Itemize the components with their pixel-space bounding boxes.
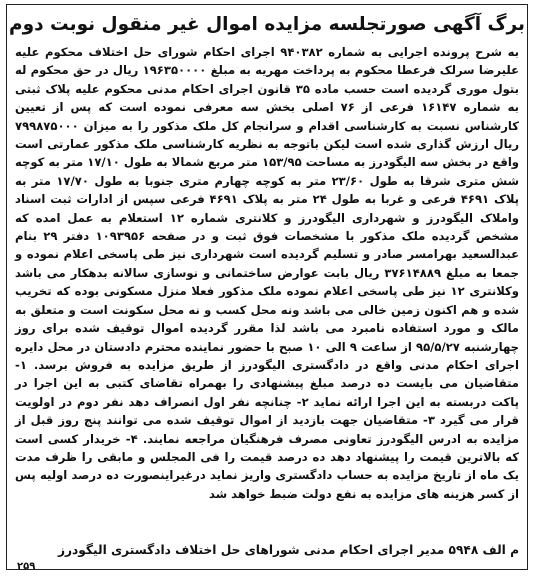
notice-title: برگ آگهی صورتجلسه مزایده اموال غیر منقول نوبت دوم [9,14,525,35]
notice-footer: م الف ۵۹۴۸ مدیر اجرای احکام مدنی شوراهای حل اختلاف دادگستری الیگودرز [58,543,519,557]
page-number: ۲۵۹ [17,561,36,572]
notice-body: به شرح پرونده اجرایی به شماره ۹۴۰۳۸۲ اجرای احکام شورای حل اختلاف محکوم علیه علیرضا سرلک فرعطا محکوم به پرداخت مهریه به مبلغ ۱۹۶۳۵۰۰۰۰ ریال در حق محکوم له بتول موری گردیده است حسب ماده ۳۵ قانون اجرای احکام مدنی محکوم علیه پلاک ثبتی به شماره ۱۶۱۴۷ فرعی از ۷۶ اصلی بخش سه معرفی نموده است که پس از تعیین کارشناس نسبت به کارشناسی اقدام و سرانجام کل ملک مذکور را به میزان ۷۹۹۸۷۵۰۰۰ ریال ارزش گذاری شده است لیکن باتوجه به نظریه کارشناسی ملک مذکور عمارتی است واقع در بخش سه الیگودرز به مساحت ۱۵۳/۹۵ متر مربع شمالا به طول ۱۷/۱۰ متر به کوچه شش متری شرقا به طول ۲۳/۶۰ متر به کوچه چهارم متری جنوبا به طول ۱۷/۷۰ متر به پلاک ۴۶۹۱ فرعی و غربا به طول ۲۴ متر به پلاک ۴۶۹۱ فرعی سپس از ادارات ثبت اسناد واملاک الیگودرز و شهرداری الیگودرز و کلانتری شماره ۱۲ استعلام به عمل امده که مشخص گردیده ملک مذکور با مشخصات فوق ثبت و در صفحه ۱۰۹۳۹۵۶ دفتر ۲۹ بنام عبدالسعید بهرامسر صادر و تسلیم گردیده است شهرداری نیز طی پاسخی اعلام نموده و جمعا به مبلغ ۳۷۶۱۴۸۸۹ ریال بابت عوارض ساختمانی و نوسازی سالانه بدهکار می باشد وکلانتری ۱۲ نیز طی پاسخی اعلام نموده ملک مذکور فعلا منزل مسکونی بوده که تخریب شده و هم اکنون زمین خالی می باشد ونه محل کسب و نه محل سکونت است و متعلق به مالک و مورد استفاده نامبرد می باشد لذا مقرر گردیده اموال توقیف شده برای روز چهارشنبه ۹۵/۵/۲۷ از ساعت ۹ الی ۱۰ صبح با حضور نماینده محترم دادستان در محل دایره اجرای احکام مدنی واقع در دادگستری الیگودرز از طریق مزایده به فروش برسد. ۱- متقاضیان می بایست ده درصد مبلغ پیشنهادی را بهمراه تقاضای کتبی به این اجرا در پاکت دربسته به این اجرا ارائه نماید ۲- چنانچه نفر اول انصراف دهد نفر دوم در اولویت قرار می گیرد ۳- متقاضیان جهت بازدید از اموال توقیف شده می توانند پنج روز قبل از مزایده به ادرس الیگودرز تعاونی مصرف فرهنگیان مراجعه نمایند. ۴- خریدار کسی است که بالاترین قیمت را پیشنهاد دهد ده درصد قیمت را فی المجلس و مابقی را ظرف مدت یک ماه از تاریخ مزایده به حساب دادگستری واریز نماید درغیراینصورت ده درصد اولیه پس از کسر هزینه های مزایده به نفع دولت ضبط خواهد شد [15,45,520,501]
notice-frame [6,4,528,570]
